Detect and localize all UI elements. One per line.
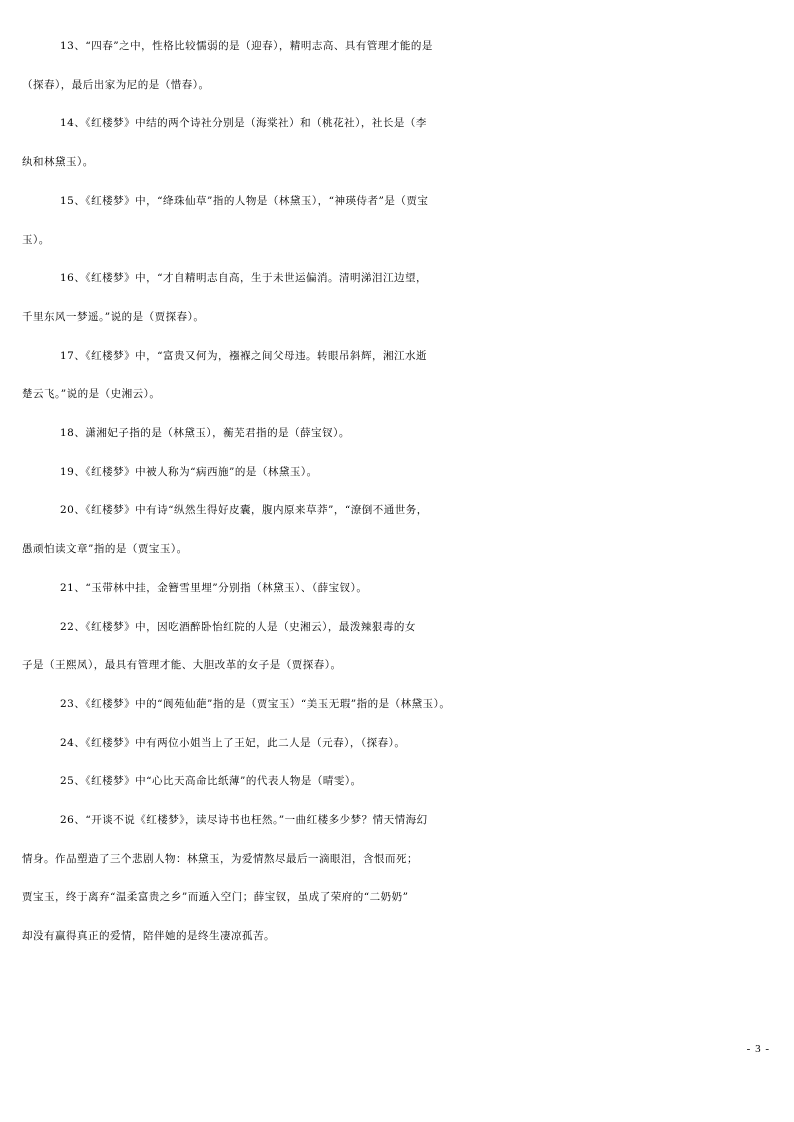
question-line-first: 17、《红楼梦》中，“富贵又何为，襁褓之间父母违。转眼吊斜辉，湘江水逝	[60, 349, 427, 362]
question-item	[22, 259, 780, 336]
question-item	[22, 337, 780, 414]
question-line-continued: （探春），最后出家为尼的是（惜春）。	[22, 78, 210, 91]
question-line-continued: 楚云飞。”说的是（史湘云）。	[22, 388, 161, 401]
question-line-first: 18、潇湘妃子指的是（林黛玉），蘅芜君指的是（薛宝钗）。	[60, 427, 350, 440]
question-line-continued: 纨和林黛玉）。	[22, 156, 94, 169]
question-line-first: 20、《红楼梦》中有诗“纵然生得好皮囊，腹内原来草莽”，“潦倒不通世务，	[60, 504, 428, 517]
question-line-continued: 玉）。	[22, 233, 50, 246]
question-line-continued: 千里东风一梦遥。”说的是（贾探春）。	[22, 310, 205, 323]
question-item	[58, 453, 780, 492]
question-line-first: 14、《红楼梦》中结的两个诗社分别是（海棠社）和（桃花社），社长是（李	[60, 117, 427, 130]
question-line-first: 22、《红楼梦》中，因吃酒醉卧怡红院的人是（史湘云），最泼辣狠毒的女	[60, 620, 416, 633]
question-item	[22, 491, 780, 568]
question-line-continued: 子是（王熙凤），最具有管理才能、大胆改革的女子是（贾探春）。	[22, 659, 342, 672]
question-line-continued: 愚顽怕读文章”指的是（贾宝玉）。	[22, 543, 188, 556]
question-item	[58, 724, 780, 763]
question-line-first: 21、“玉带林中挂，金簪雪里埋”分别指（林黛玉）、（薛宝钗）。	[60, 581, 368, 594]
question-line-first: 24、《红楼梦》中有两位小姐当上了王妃，此二人是（元春），（探春）。	[60, 736, 406, 749]
question-item	[22, 182, 780, 259]
question-item	[58, 414, 780, 453]
question-item	[58, 762, 780, 801]
question-line-first: 16、《红楼梦》中，“才自精明志自高，生于未世运偏消。清明涕泪江边望，	[60, 272, 427, 285]
question-item	[58, 685, 780, 724]
question-line-continued: 贾宝玉，终于离弃“温柔富贵之乡”而遁入空门；薛宝钗，虽成了荣府的“二奶奶”	[22, 891, 409, 904]
question-item	[22, 27, 780, 104]
question-line-first: 13、“四春”之中，性格比较懦弱的是（迎春），精明志高、具有管理才能的是	[60, 40, 433, 52]
question-line-continued: 情身。作品塑造了三个悲剧人物：林黛玉，为爱情熬尽最后一滴眼泪，含恨而死；	[22, 852, 418, 865]
question-line-first: 19、《红楼梦》中被人称为“病西施”的是（林黛玉）。	[60, 465, 318, 478]
question-item	[22, 608, 780, 685]
question-line-first: 23、《红楼梦》中的“阆苑仙葩”指的是（贾宝玉）“美玉无瑕”指的是（林黛玉）。	[60, 697, 451, 710]
question-line-first: 25、《红楼梦》中“心比天高命比纸薄”的代表人物是（晴雯）。	[60, 775, 362, 788]
question-line-continued: 却没有赢得真正的爱情，陪伴她的是终生凄凉孤苦。	[22, 930, 275, 943]
question-line-first: 26、“开谈不说《红楼梦》，读尽诗书也枉然。”一曲红楼多少梦？情天情海幻	[60, 814, 428, 827]
question-item	[22, 801, 780, 956]
question-item	[58, 569, 780, 608]
document-body	[22, 27, 780, 956]
question-item	[22, 104, 780, 181]
question-line-first: 15、《红楼梦》中，“绛珠仙草”指的人物是（林黛玉），“神瑛侍者”是（贾宝	[60, 194, 429, 207]
page-number: - 3 -	[746, 1043, 770, 1055]
